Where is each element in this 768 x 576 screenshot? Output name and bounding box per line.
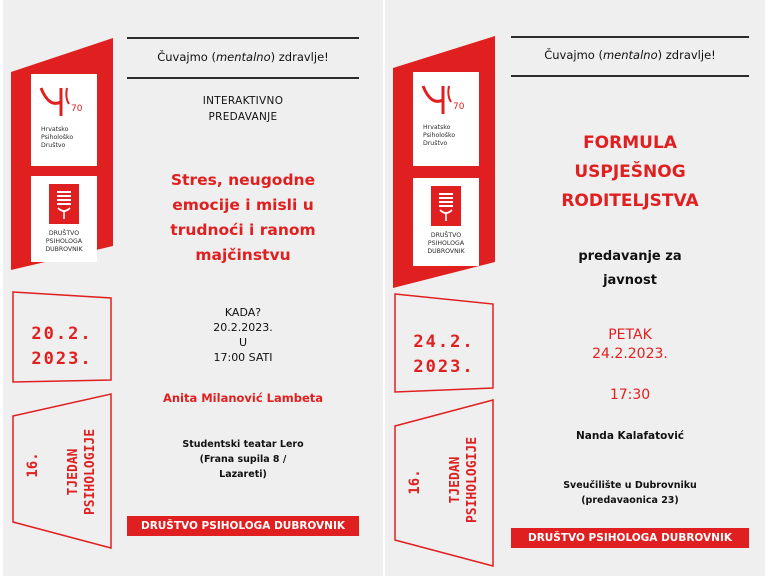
poster-psychology-week-lecture-parenting xyxy=(385,0,765,576)
dpd-logo xyxy=(31,176,97,262)
event-when: KADA? 20.2.2023. U 17:00 SATI xyxy=(213,306,273,364)
hpd-logo-number: 70 xyxy=(453,102,465,112)
hpd-logo xyxy=(413,72,479,166)
event-date-badge: 24.2. 2023. xyxy=(413,332,475,377)
poster-psychology-week-lecture-stress xyxy=(3,0,383,576)
hpd-logo-mark-icon xyxy=(419,82,473,116)
week-label: TJEDAN PSIHOLOGIJE xyxy=(66,428,98,516)
venue: Studentski teatar Lero (Frana supila 8 / Lazareti) xyxy=(182,439,304,480)
dpd-logo-mark-icon xyxy=(49,184,79,224)
hpd-logo-text: Hrvatsko Psihološko Društvo xyxy=(423,124,456,147)
speaker-name: Nanda Kalafatović xyxy=(575,430,685,442)
slogan: Čuvajmo (mentalno) zdravlje! xyxy=(544,48,716,62)
event-subtitle: INTERAKTIVNO PREDAVANJE xyxy=(202,95,284,123)
hpd-logo-text: Hrvatsko Psihološko Društvo xyxy=(41,126,74,149)
dpd-logo-mark-icon xyxy=(431,186,461,226)
event-time: 17:30 xyxy=(609,387,651,403)
dpd-logo xyxy=(413,178,479,266)
event-day-date: PETAK 24.2.2023. xyxy=(592,327,668,362)
top-rule xyxy=(127,37,359,39)
event-title: Stres, neugodne emocije i misli u trudnoći i ranom majčinstvu xyxy=(170,171,316,264)
event-title: FORMULA USPJEŠNOG RODITELJSTVA xyxy=(561,133,699,211)
organizer-footer-bar: DRUŠTVO PSIHOLOGA DUBROVNIK xyxy=(127,516,359,536)
week-number: 16. xyxy=(25,452,41,478)
dpd-logo-text: DRUŠTVO PSIHOLOGA DUBROVNIK xyxy=(45,230,83,253)
slogan: Čuvajmo (mentalno) zdravlje! xyxy=(157,50,329,64)
event-subtitle: predavanje za javnost xyxy=(578,249,682,288)
dpd-logo-text: DRUŠTVO PSIHOLOGA DUBROVNIK xyxy=(427,232,465,255)
organizer-footer-bar: DRUŠTVO PSIHOLOGA DUBROVNIK xyxy=(511,528,749,548)
slogan-rule xyxy=(511,75,749,77)
hpd-logo-mark-icon xyxy=(37,84,91,118)
week-label: TJEDAN PSIHOLOGIJE xyxy=(448,436,480,524)
top-rule xyxy=(511,36,749,38)
speaker-name: Anita Milanović Lambeta xyxy=(162,391,324,405)
event-date-badge: 20.2. 2023. xyxy=(31,324,93,369)
week-number: 16. xyxy=(407,469,423,495)
hpd-logo xyxy=(31,74,97,166)
hpd-logo-number: 70 xyxy=(71,104,83,114)
venue: Sveučilište u Dubrovniku (predavaonica 23) xyxy=(563,480,697,506)
slogan-rule xyxy=(127,77,359,79)
